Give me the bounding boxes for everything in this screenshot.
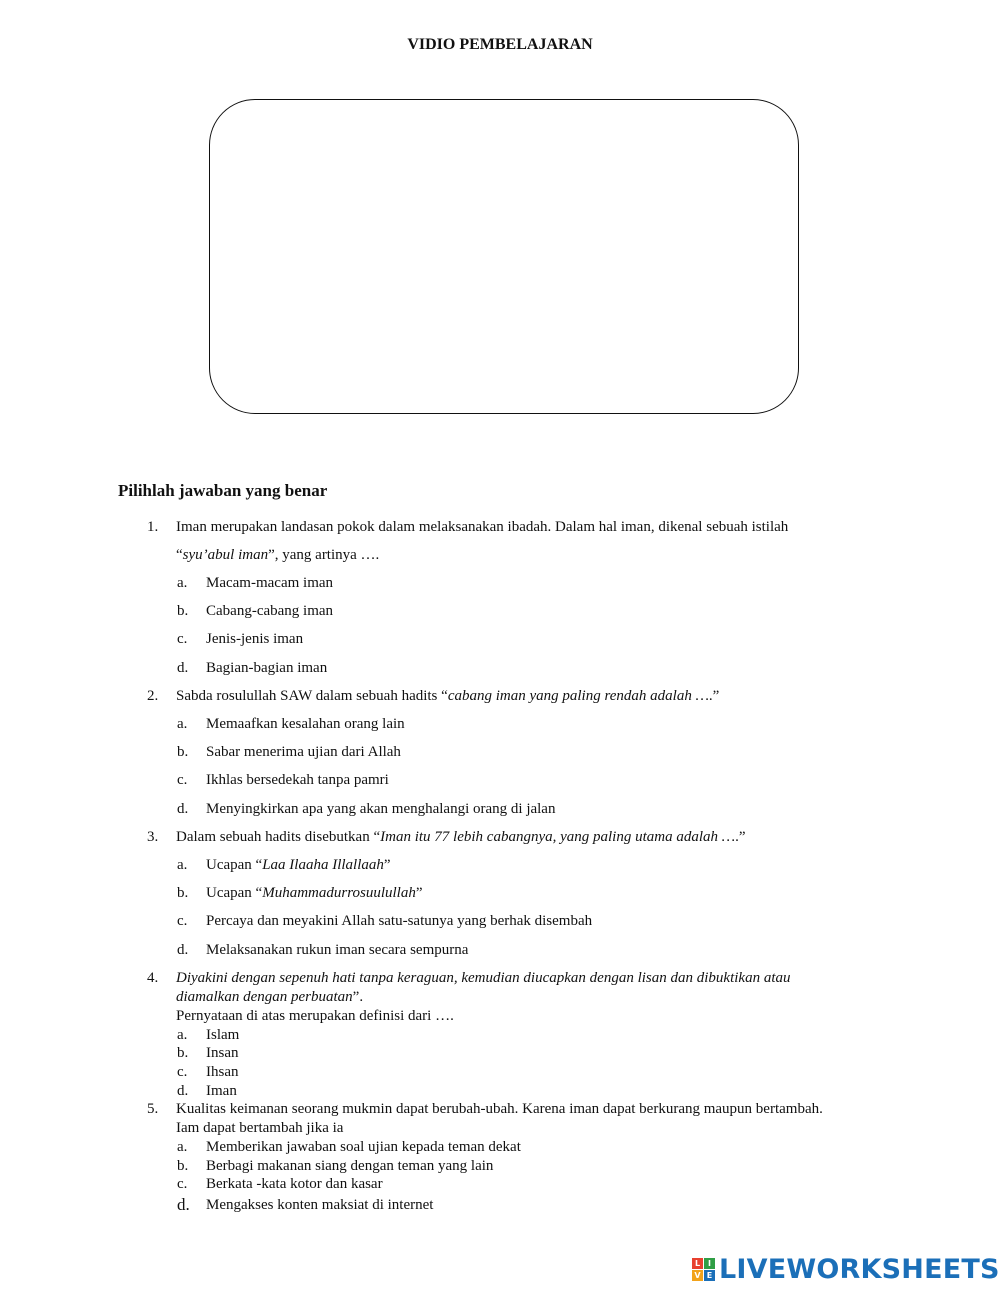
option-c[interactable]: Jenis-jenis iman (206, 631, 304, 647)
option-b[interactable]: Insan (206, 1045, 239, 1061)
option-a[interactable]: Ucapan “Laa Ilaaha Illallaah” (206, 857, 391, 873)
option-letter: a. (177, 575, 188, 591)
option-b[interactable]: Berbagi makanan siang dengan teman yang lain (206, 1158, 494, 1174)
option-c[interactable]: Berkata -kata kotor dan kasar (206, 1176, 383, 1192)
option-letter: d. (177, 1195, 190, 1214)
question-text: Sabda rosulullah SAW dalam sebuah hadits “cabang iman yang paling rendah adalah ….” (176, 688, 720, 704)
option-letter: d. (177, 942, 189, 958)
liveworksheets-logo[interactable] (692, 1254, 1000, 1284)
logo-block: E (704, 1270, 715, 1281)
option-b[interactable]: Sabar menerima ujian dari Allah (206, 744, 401, 760)
option-a[interactable]: Memaafkan kesalahan orang lain (206, 716, 405, 732)
option-c[interactable]: Percaya dan meyakini Allah satu-satunya yang berhak disembah (206, 913, 593, 929)
question-text-line2: Iam dapat bertambah jika ia (176, 1120, 344, 1136)
option-a[interactable]: Macam-macam iman (206, 575, 334, 591)
question-text-line2: “syu’abul iman”, yang artinya …. (176, 547, 380, 563)
option-d[interactable]: Melaksanakan rukun iman secara sempurna (206, 942, 469, 958)
term-italic: syu’abul iman (182, 547, 269, 563)
option-letter: d. (177, 1083, 189, 1099)
question-number: 1. (147, 519, 159, 535)
quote-italic: cabang iman yang paling rendah adalah … (447, 688, 709, 704)
option-letter: a. (177, 716, 188, 732)
option-letter: b. (177, 885, 189, 901)
instruction-heading: Pilihlah jawaban yang benar (118, 481, 328, 500)
option-d[interactable]: Menyingkirkan apa yang akan menghalangi orang di jalan (206, 801, 556, 817)
option-letter: b. (177, 1045, 189, 1061)
question-text: Dalam sebuah hadits disebutkan “Iman itu 77 lebih cabangnya, yang paling utama adalah ….” (176, 829, 746, 845)
question-number: 3. (147, 829, 159, 845)
option-letter: c. (177, 772, 188, 788)
option-letter: c. (177, 913, 188, 929)
option-letter: a. (177, 1027, 188, 1043)
logo-block: V (692, 1270, 703, 1281)
option-d[interactable]: Mengakses konten maksiat di internet (206, 1197, 434, 1213)
logo-blocks-icon (692, 1258, 715, 1281)
option-a[interactable]: Memberikan jawaban soal ujian kepada teman dekat (206, 1139, 521, 1155)
question-text: Iman merupakan landasan pokok dalam melaksanakan ibadah. Dalam hal iman, dikenal sebuah istilah (176, 519, 789, 535)
option-b[interactable]: Ucapan “Muhammadurrosuulullah” (206, 885, 423, 901)
quote-italic: Iman itu 77 lebih cabangnya, yang paling utama adalah … (380, 829, 736, 845)
option-letter: c. (177, 1064, 188, 1080)
option-letter: b. (177, 603, 189, 619)
option-d[interactable]: Iman (206, 1083, 237, 1099)
question-number: 5. (147, 1101, 159, 1117)
option-b[interactable]: Cabang-cabang iman (206, 603, 334, 619)
question-text: Diyakini dengan sepenuh hati tanpa keraguan, kemudian diucapkan dengan lisan dan dibuktikan atau (176, 970, 791, 986)
page-title: VIDIO PEMBELAJARAN (407, 36, 593, 53)
option-letter: d. (177, 801, 189, 817)
option-letter: b. (177, 1158, 189, 1174)
logo-text: LIVEWORKSHEETS (719, 1253, 1000, 1285)
option-letter: c. (177, 1176, 188, 1192)
video-placeholder[interactable] (209, 99, 799, 414)
question-text: Kualitas keimanan seorang mukmin dapat berubah-ubah. Karena iman dapat berkurang maupun bertambah. (176, 1101, 823, 1117)
option-c[interactable]: Ikhlas bersedekah tanpa pamri (206, 772, 389, 788)
question-text-line2: diamalkan dengan perbuatan”. (176, 989, 364, 1005)
option-d[interactable]: Bagian-bagian iman (206, 660, 328, 676)
option-a[interactable]: Islam (206, 1027, 240, 1043)
question-number: 2. (147, 688, 159, 704)
option-c[interactable]: Ihsan (206, 1064, 239, 1080)
logo-block: L (692, 1258, 703, 1269)
option-letter: c. (177, 631, 188, 647)
option-letter: b. (177, 744, 189, 760)
option-letter: a. (177, 857, 188, 873)
logo-block: I (704, 1258, 715, 1269)
question-prompt: Pernyataan di atas merupakan definisi dari …. (176, 1008, 454, 1024)
option-letter: a. (177, 1139, 188, 1155)
option-letter: d. (177, 660, 189, 676)
question-number: 4. (147, 970, 159, 986)
